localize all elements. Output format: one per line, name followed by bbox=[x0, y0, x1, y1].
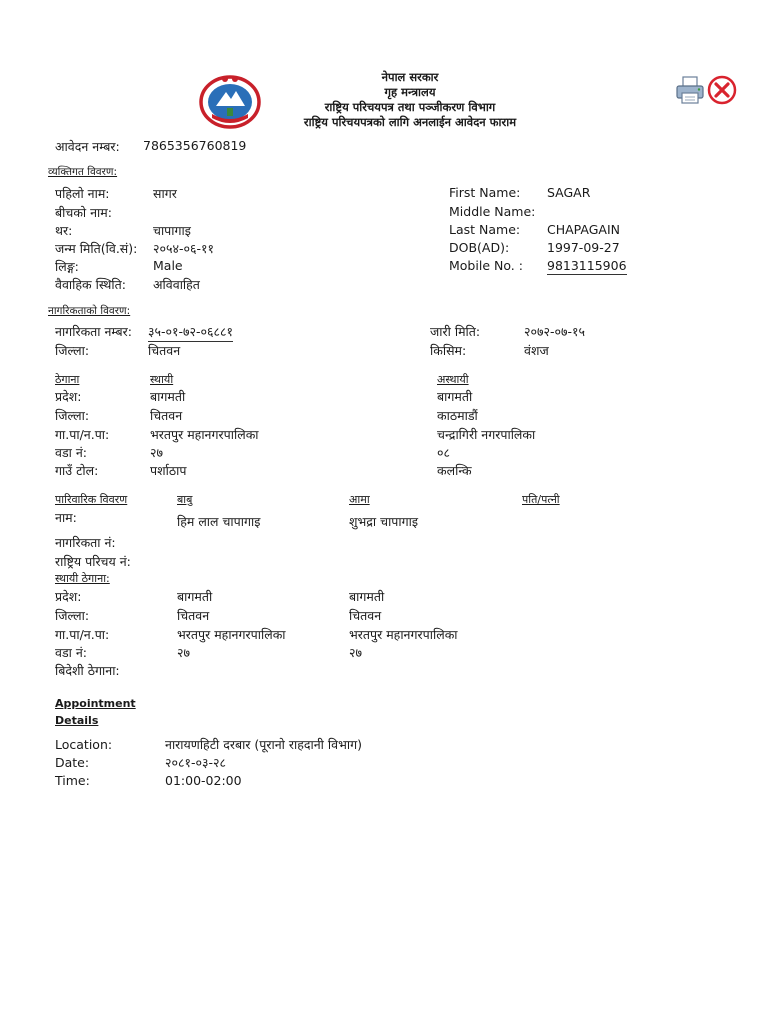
temporary-district: काठमाडौं bbox=[437, 408, 478, 423]
last-name-en-label: Last Name: bbox=[449, 222, 521, 237]
appointment-date-label: Date: bbox=[55, 755, 90, 770]
marital-status-label: वैवाहिक स्थिति: bbox=[55, 277, 126, 292]
mother-name: शुभद्रा चापागाइ bbox=[349, 514, 419, 529]
header-line-1: नेपाल सरकार bbox=[381, 70, 439, 84]
middle-name-np-label: बीचको नाम: bbox=[55, 205, 112, 220]
family-nid-label: राष्ट्रिय परिचय नं: bbox=[55, 554, 131, 569]
foreign-address-label: बिदेशी ठेगाना: bbox=[55, 663, 120, 678]
issue-date-value: २०७२-०७-१५ bbox=[524, 324, 586, 339]
temporary-province: बागमती bbox=[437, 389, 473, 404]
family-municipality-label: गा.पा/न.पा: bbox=[55, 627, 110, 642]
last-name-en-value: CHAPAGAIN bbox=[547, 222, 621, 237]
permanent-ward: २७ bbox=[150, 445, 164, 460]
mother-heading: आमा bbox=[349, 493, 370, 506]
appointment-date-value: २०८१-०३-२८ bbox=[165, 755, 227, 770]
citizenship-type-label: किसिम: bbox=[430, 343, 467, 358]
permanent-district: चितवन bbox=[150, 408, 183, 423]
gender-value: Male bbox=[153, 258, 183, 273]
appointment-location-value: नारायणहिटी दरबार (पूरानो राहदानी विभाग) bbox=[165, 737, 363, 752]
appointment-title-line-1: Appointment bbox=[55, 697, 136, 710]
father-name: हिम लाल चापागाइ bbox=[177, 514, 261, 529]
address-province-label: प्रदेश: bbox=[55, 389, 82, 404]
address-tole-label: गाउँ टोल: bbox=[55, 463, 99, 478]
family-province-label: प्रदेश: bbox=[55, 589, 82, 604]
gender-label: लिङ्ग: bbox=[55, 259, 79, 274]
close-icon[interactable] bbox=[706, 74, 738, 106]
header-line-3: राष्ट्रिय परिचयपत्र तथा पञ्जीकरण विभाग bbox=[324, 100, 496, 114]
citizenship-number-value: ३५-०१-७२-०६८८१ bbox=[148, 323, 233, 342]
marital-status-value: अविवाहित bbox=[153, 277, 200, 292]
citizenship-section-title: नागरिकताको विवरण: bbox=[48, 305, 131, 317]
middle-name-en-label: Middle Name: bbox=[449, 204, 536, 219]
father-municipality: भरतपुर महानगरपालिका bbox=[177, 627, 286, 642]
address-municipality-label: गा.पा/न.पा: bbox=[55, 427, 110, 442]
citizenship-district-label: जिल्ला: bbox=[55, 343, 90, 358]
temporary-municipality: चन्द्रागिरी नगरपालिका bbox=[437, 427, 536, 442]
address-ward-label: वडा नं: bbox=[55, 445, 87, 460]
citizenship-type-value: वंशज bbox=[524, 343, 549, 358]
printer-icon[interactable] bbox=[674, 74, 706, 106]
mother-municipality: भरतपुर महानगरपालिका bbox=[349, 627, 458, 642]
personal-section-title: व्यक्तिगत विवरण: bbox=[48, 166, 118, 178]
family-citizenship-label: नागरिकता नं: bbox=[55, 535, 116, 550]
appointment-title-line-2: Details bbox=[55, 714, 99, 727]
dob-bs-value: २०५४-०६-११ bbox=[153, 241, 215, 256]
father-ward: २७ bbox=[177, 645, 191, 660]
last-name-np-label: थर: bbox=[55, 223, 73, 238]
family-ward-label: वडा नं: bbox=[55, 645, 87, 660]
family-name-label: नाम: bbox=[55, 510, 77, 525]
citizenship-district-value: चितवन bbox=[148, 343, 181, 358]
mother-district: चितवन bbox=[349, 608, 382, 623]
application-number-value: 7865356760819 bbox=[143, 138, 247, 153]
mobile-value: 9813115906 bbox=[547, 258, 627, 273]
mobile-label: Mobile No. : bbox=[449, 258, 523, 273]
father-heading: बाबु bbox=[177, 493, 193, 506]
dob-bs-label: जन्म मिति(वि.सं): bbox=[55, 241, 138, 256]
spouse-heading: पति/पत्नी bbox=[522, 493, 560, 506]
father-province: बागमती bbox=[177, 589, 213, 604]
family-district-label: जिल्ला: bbox=[55, 608, 90, 623]
family-section-title: पारिवारिक विवरण bbox=[55, 493, 128, 506]
address-heading: ठेगाना bbox=[55, 373, 80, 386]
appointment-time-label: Time: bbox=[55, 773, 90, 788]
permanent-province: बागमती bbox=[150, 389, 186, 404]
father-district: चितवन bbox=[177, 608, 210, 623]
dob-ad-label: DOB(AD): bbox=[449, 240, 510, 255]
appointment-time-value: 01:00-02:00 bbox=[165, 773, 242, 788]
mother-ward: २७ bbox=[349, 645, 363, 660]
header-line-4: राष्ट्रिय परिचयपत्रको लागि अनलाईन आवेदन फाराम bbox=[303, 115, 517, 129]
temporary-address-heading: अस्थायी bbox=[437, 373, 469, 386]
appointment-location-label: Location: bbox=[55, 737, 113, 752]
header-line-2: गृह मन्त्रालय bbox=[384, 85, 436, 99]
temporary-tole: कलन्कि bbox=[437, 463, 472, 478]
permanent-tole: पर्शाठाप bbox=[150, 463, 187, 478]
dob-ad-value: 1997-09-27 bbox=[547, 240, 620, 255]
citizenship-number-label: नागरिकता नम्बर: bbox=[55, 324, 132, 339]
permanent-address-heading: स्थायी bbox=[150, 373, 174, 386]
permanent-municipality: भरतपुर महानगरपालिका bbox=[150, 427, 259, 442]
temporary-ward: ०८ bbox=[437, 445, 451, 460]
first-name-np-value: सागर bbox=[153, 186, 177, 201]
first-name-en-value: SAGAR bbox=[547, 185, 591, 200]
family-permanent-address-title: स्थायी ठेगाना: bbox=[55, 572, 110, 585]
application-number-label: आवेदन नम्बर: bbox=[55, 139, 120, 154]
issue-date-label: जारी मिति: bbox=[430, 324, 481, 339]
address-district-label: जिल्ला: bbox=[55, 408, 90, 423]
toolbar bbox=[674, 74, 738, 108]
mother-province: बागमती bbox=[349, 589, 385, 604]
first-name-np-label: पहिलो नाम: bbox=[55, 186, 110, 201]
first-name-en-label: First Name: bbox=[449, 185, 521, 200]
last-name-np-value: चापागाइ bbox=[153, 223, 191, 238]
